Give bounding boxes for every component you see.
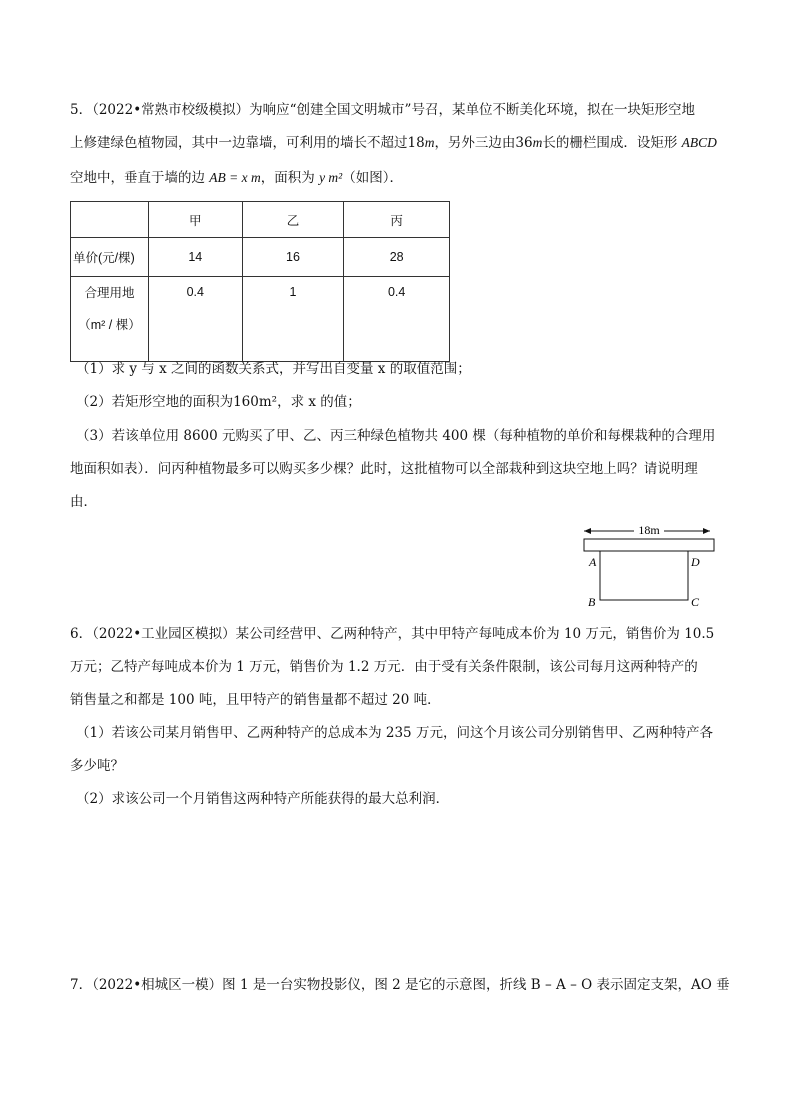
point-a-label: A bbox=[589, 555, 597, 569]
q5-line-3-c: （如图）． bbox=[342, 170, 403, 186]
q5-line-1: 5．（2022•常熟市校级模拟）为响应“创建全国文明城市”号召，某单位不断美化环境，拟在一块矩形空地 bbox=[70, 102, 695, 118]
q5-line-2 bbox=[70, 133, 717, 153]
header-yi: 乙 bbox=[242, 202, 344, 238]
q5-line-2-c: 长的栅栏围成．设矩形 bbox=[542, 135, 678, 151]
garden-figure bbox=[578, 518, 718, 610]
price-table bbox=[70, 201, 450, 362]
q7-line-1: 7．（2022•相城区一模）图 1 是一台实物投影仪，图 2 是它的示意图，折线 B – A – O 表示固定支架，AO 垂 bbox=[70, 977, 730, 993]
row-label-area-bottom: （m² / 棵） bbox=[78, 318, 141, 332]
q5-sub3-line-2: 地面积如表）．问丙种植物最多可以购买多少棵？此时，这批植物可以全部栽种到这块空地上吗？请说明理 bbox=[70, 461, 698, 477]
q5-line-3-a: 空地中，垂直于墙的边 bbox=[70, 170, 205, 186]
expr-ab: AB = x m bbox=[209, 170, 261, 185]
table-corner-cell bbox=[71, 202, 149, 238]
q6-sub1-line-1: （1）若该公司某月销售甲、乙两种特产的总成本为 235 万元，问这个月该公司分别销售甲、乙两种特产各 bbox=[76, 725, 713, 741]
arrow-left-icon bbox=[584, 528, 591, 534]
price-bing: 28 bbox=[344, 238, 450, 277]
price-jia: 14 bbox=[148, 238, 242, 277]
arrow-right-icon bbox=[703, 528, 710, 534]
header-jia: 甲 bbox=[148, 202, 242, 238]
q5-sub3-line-1: （3）若该单位用 8600 元购买了甲、乙、丙三种绿色植物共 400 棵（每种植物的单价和每棵栽种的合理用 bbox=[76, 428, 716, 444]
q6-sub1-line-2: 多少吨？ bbox=[70, 758, 124, 774]
point-b-label: B bbox=[588, 595, 596, 609]
point-c-label: C bbox=[691, 595, 700, 609]
q5-line-3 bbox=[70, 168, 403, 188]
q5-sub2: （2）若矩形空地的面积为160m²，求 x 的值； bbox=[76, 394, 361, 410]
row-label-area bbox=[71, 277, 149, 362]
price-yi: 16 bbox=[242, 238, 344, 277]
q5-sub3-line-3: 由． bbox=[70, 494, 97, 510]
area-yi: 1 bbox=[242, 277, 344, 362]
wall-length-label: 18m bbox=[638, 523, 660, 537]
table-row-price bbox=[71, 238, 450, 277]
q5-sub1: （1）求 y 与 x 之间的函数关系式，并写出自变量 x 的取值范围； bbox=[76, 361, 471, 377]
row-label-price: 单价(元/棵) bbox=[71, 238, 149, 277]
area-bing: 0.4 bbox=[344, 277, 450, 362]
q5-line-3-b: ，面积为 bbox=[260, 170, 315, 186]
unit-m: m bbox=[532, 135, 543, 150]
expr-area: y m² bbox=[319, 170, 343, 185]
q6-sub2: （2）求该公司一个月销售这两种特产所能获得的最大总利润． bbox=[76, 791, 450, 807]
wall bbox=[584, 539, 714, 551]
header-bing: 丙 bbox=[344, 202, 450, 238]
q6-line-3: 销售量之和都是 100 吨，且甲特产的销售量都不超过 20 吨． bbox=[70, 692, 441, 708]
unit-m: m bbox=[424, 135, 435, 150]
point-d-label: D bbox=[691, 555, 700, 569]
table-header-row bbox=[71, 202, 450, 238]
q5-line-2-b: ，另外三边由36 bbox=[434, 135, 533, 151]
rect-name: ABCD bbox=[681, 135, 717, 150]
row-label-area-top: 合理用地 bbox=[84, 286, 135, 300]
q6-line-1: 6．（2022•工业园区模拟）某公司经营甲、乙两种特产，其中甲特产每吨成本价为 10 万元，销售价为 10.5 bbox=[70, 626, 715, 642]
q5-line-2-a: 上修建绿色植物园，其中一边靠墙，可利用的墙长不超过18 bbox=[70, 135, 425, 151]
area-jia: 0.4 bbox=[148, 277, 242, 362]
table-row-area bbox=[71, 277, 450, 362]
q6-line-2: 万元；乙特产每吨成本价为 1 万元，销售价为 1.2 万元．由于受有关条件限制，该公司每月这两种特产的 bbox=[70, 659, 698, 675]
garden-rectangle bbox=[600, 551, 688, 600]
